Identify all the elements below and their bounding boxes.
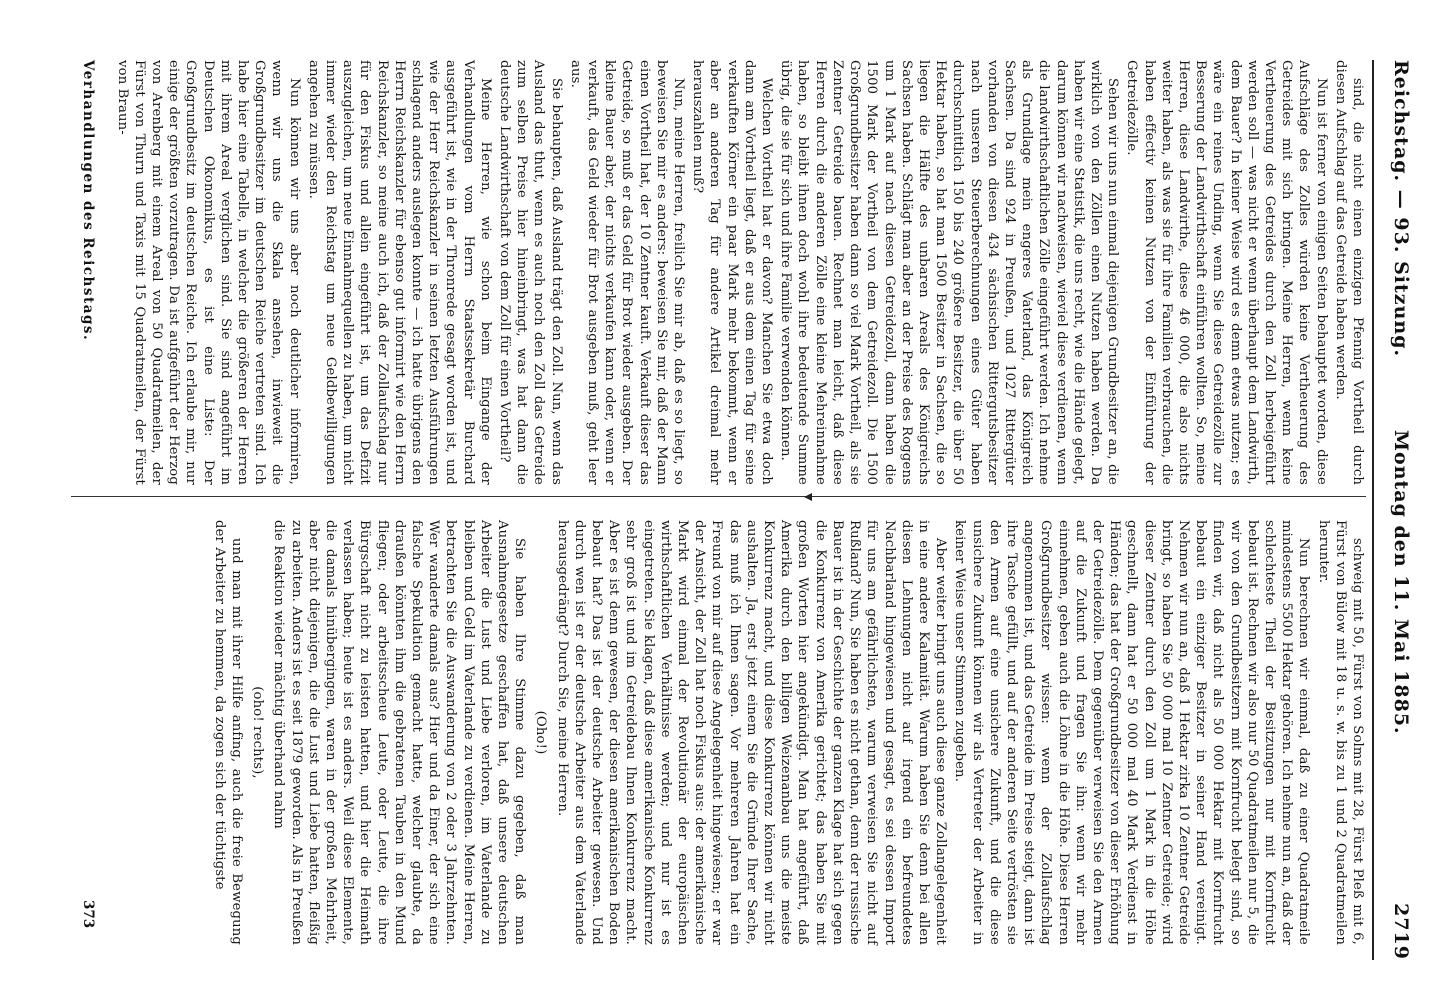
paragraph: Nun, meine Herren, freilich Sie mir ab, daß es so liegt, so beweisen Sie mir es anders: beweisen Sie mir, daß der Mann einen Vortheil hat, der 10 Zentner kauft. Verkauft dieser das Getreide, so muß er das Geld für Brot wieder ausgeben. Der kleine Bauer aber, der nichts verkaufen kann oder, wenn er verkauft, das Geld wieder für Brot ausgeben muß, geht leer aus. xyxy=(567,60,687,485)
paragraph: Aber weiter bringt uns auch diese ganze Zollangelegenheit in eine andere Kalamität. Warum haben Sie denn bei allen diesen Lehnungen nicht auf irgend ein befreundetes Nachbarland hingewiesen und gesagt, es sei dessen Import für uns am gefährlichsten, warum verweisen Sie nicht auf Rußland? Nun, Sie haben es nicht gethan, denn der russische Bauer ist in der Geschichte der ganzen Klage hat sich gegen die Konkurrenz von Amerika gerichtet; das haben Sie mit großen Worten hier angekündigt. Man hat angeführt, daß Amerika durch den billigen Weizenanbau uns die meiste Konkurrenz macht, und diese Konkurrenz können wir nicht aushalten. Ja, erst jetzt einem Sie die Gründe Ihrer Sache, das muß ich Ihnen sagen. Vor mehreren Jahren hat ein Freund von mir auf diese Angelegenheit hingewiesen; er war der Ansicht, der Zoll hat noch Fiskus aus: der amerikanische Markt wird einmal der Revolutionär der europäischen wirthschaftlichen Verhältnisse werden; und nur ist es eingetreten. Sie klagen, daß diese amerikanische Konkurrenz sehr groß ist und im Getreidebau Ihnen Konkurrenz macht. Aber es ist denn gewesen, der diesen amerikanischen Boden bebaut hat? Das ist der deutsche Arbeiter gewesen. Und durch wen ist er der deutsche Arbeiter aus dem Vaterlande herausgedrängt? Durch Sie, meine Herren. xyxy=(554,520,949,945)
header-date: Montag den 11. Mai 1885. xyxy=(1390,430,1412,735)
paragraph: Nun berechnen wir einmal, daß zu einer Quadratmeile mindestens 5500 Hektar gehören. Ich nehme nun an, daß der schlechteste Theil der Besitzungen nur mit Kornfrucht bebaut ist. Rechnen wir also nur 50 Quadratmeilen nur 5, die wir von den Grundbesitzern mit Kornfrucht belegt sind, so finden wir, daß nicht als 50 000 Hektar mit Kornfrucht bebaut ein einziger Besitzer in seiner Hand vereinigt. Nehmen wir nun an, daß 1 Hektar zirka 10 Zentner Getreide bringt, so haben Sie 50 000 mal 10 Zentner Getreide; wird dieser Zentner durch den Zoll um 1 Mark in die Höhe geschnellt, dann hat er 50 000 mal 40 Mark Verdienst in Händen; das hat der Großgrundbesitzer von dieser Erhöhung der Getreidezölle. Dem gegenüber verweisen Sie den Armen auf die Zukunft und fragen Sie ihn: wenn wir mehr einnehmen, geben auch die Löhne in die Höhe. Diese Herren Großgrundbesitzer wissen: wenn der Zollaufschlag angenommen ist, und das Getreide im Preise steigt, dann ist ihre Tasche gefüllt, und auf der anderen Seite vertrösten sie den Armen auf eine unsichere Zukunft, und die diese unsichere Zukunft können wir als Vertreter der Arbeiter in keiner Weise unser Stimmen zugeben. xyxy=(952,520,1312,945)
paragraph: und man mit ihrer Hilfe anfing, auch die freie Bewegung der Arbeiter zu hemmen, da zogen sich der tüchtigste xyxy=(211,520,244,945)
text-column-left xyxy=(111,60,1366,485)
page-header xyxy=(1374,60,1420,960)
column-divider-marker-icon xyxy=(804,493,812,501)
column-divider xyxy=(71,496,1366,497)
paragraph: Nun können wir uns aber noch deutlicher informiren, wenn wir uns die Skala ansehen, inwieweit die Großgrundbesitzer im deutschen Reiche vertreten sind. Ich habe hier eine Tabelle, in welcher die größeren der Herren mit ihrem Areal verglichen sind. Sie sind angeführt im Deutschen Okonomikus, es ist eine Liste: Der Großgrundbesitz im deutschen Reiche. Ich erlaube mir, nur einige der größten vorzutragen. Da ist aufgeführt der Herzog von Arenberg mit einem Areal von 50 Quadratmeilen, der Fürst von Thurn und Taxis mit 15 Quadratmeilen, der Fürst von Braun- xyxy=(114,60,302,485)
paragraph: Nun ist ferner von einigen Seiten behauptet worden, diese Aufschläge des Zolles würden keine Vertheuerung des Getreides mit sich bringen. Meine Herren, wenn keine Vertheuerung des Getreides durch den Zoll herbeigeführt werden soll — was nicht er wenn überhaupt dem Landwirth, dem Bauer? In keiner Weise wird es demn etwas nutzen; es wäre ein reines Unding, wenn Sie diese Getreidezölle zur Besserung der Landwirthschaft einführen wollten. So, meine Herren, diese Landwirthe, diese 46 000, die also nichts weiter haben, als was sie für ihre Familien verbrauchen, die haben effectiv keinen Nutzen von der Einführung der Getreidezölle. xyxy=(1124,60,1329,485)
text-column-right xyxy=(209,520,1366,945)
paragraph: Sie haben Ihre Stimme dazu gegeben, daß man Ausnahmegesetze geschaffen hat, daß unsere deutschen Arbeiter die Lust und Liebe verloren, im Vaterlande zu bleiben und Geld im Vaterlande zu verdienen. Meine Herren, betrachten Sie die Auswanderung von 2 oder 3 Jahrzehnten. Wer wanderte damals aus? Hier und da Einer, der sich eine falsche Spekulation gemacht hatte, welcher glaubte, da draußen könnten ihm die gebratenen Tauben in den Mund fliegen; oder arbeitsscheue Leute, oder Leute, die ihre Bürgschaft nicht zu leisten hatten, und hier die Heimath verlassen haben; heute ist es anders. Weil diese Elemente, die damals hinübergingen, waren in der großen Mehrheit, aber nicht diejenigen, die die Lust und Liebe hatten, fleißig zu arbeiten. Anders ist es seit 1879 geworden. Als in Preußen die Reaktion wieder mächtig überhand nahm xyxy=(271,520,528,945)
paragraph: Welchen Vortheil hat er davon? Manchen Sie etwa doch dann am Vortheil liegt, daß er aus dem einen Tag für seine verkauften Körner ein paar Mark mehr bekommt, wenn er aber an anderen Tag für andere Artikel dreimal mehr herauszahlen muß? xyxy=(690,60,775,485)
header-page-number: 2719 xyxy=(1390,903,1412,960)
paragraph: (oho! rechts), xyxy=(250,686,266,779)
paragraph: schweig mit 50, Fürst von Solms mit 28, Fürst Pleß mit 6, Fürst von Bülow mit 18 u. s. w. bis zu 1 und 2 Quadratmeilen herunter. xyxy=(1315,520,1365,945)
paragraph: Sehen wir uns nun einmal diejenigen Grundbesitzer an, die wirklich von den Zöllen einen Nutzen haben werden. Da haben wir eine Statistik, die uns recht, wie die Hände gelegt, darum können wir nachweisen, wieviel diese verdienen, wenn die landwirthschaftlichen Zölle eingeführt werden. Ich nehme als Grundlage mein engeres Vaterland, das Königreich Sachsen. Da sind 924 in Preußen, und 1027 Rittergüter vorhanden von diesen 434 sächsischen Rittergutsbesitzer nach unseren Steuerberechnungen eines Güter haben durchschnittlich 150 bis 240 größere Besitzer, die über 50 Hektar haben, so hat man 1500 Besitzer in Sachsen, die so liegen die Hälfte des unbaren Areals des Königreichs Sachsen haben. Schlägt man aber an der Preise des Roggens um 1 Mark auf nach diesen Getreidezoll, dann haben die 1500 Mark der Vortheil von dem Getreidezoll. Die 1500 Großgrundbesitzer haben dann so viel Mark Vortheil, als sie Zentner Getreide bauen. Rechnet man leicht, daß diese Herren durch die anderen Zölle eine kleine Mehreinnahme haben, so bleibt ihnen doch wohl ihre bedeutende Summe übrig, die sie für sich und ihre Familie verwenden können. xyxy=(778,60,1121,485)
footer-publication: Verhandlungen des Reichstags. xyxy=(80,60,96,342)
paragraph: sind, die nicht einen einzigen Pfennig Vortheil durch diesen Aufschlag auf das Getreide haben werden. xyxy=(1332,60,1365,485)
header-session: Reichstag. — 93. Sitzung. xyxy=(1390,60,1412,358)
header-rule xyxy=(1372,60,1374,960)
paragraph: Meine Herren, wie schon beim Eingange der Verhandlungen vom Herrn Staatssekretär Burchard ausgeführt ist, wie in der Thronrede gesagt worden ist, und wie der Herr Reichskanzler in seinen letzten Ausführungen schlagend anders auslegen konnte — ich hatte übrigens den Herrn Reichskanzler für ebenso gut informirt wie den Herrn Reichskanzler, so meine auch ich, daß der Zollaufschlag nur für den Fiskus und allein eingeführt ist, um das Defizit auszugleichen, um neue Einnahmequellen zu haben, um nicht immer wieder den Reichstag um neue Geldbewilligungen angehen zu müssen. xyxy=(305,60,493,485)
paragraph: Sie behaupten, daß Ausland trägt den Zoll. Nun, wenn das Ausland das thut, wenn es auch noch den Zoll das Getreide zum selben Preise hier hineinbringt, was hat dann die deutsche Landwirthschaft von dem Zoll für einen Vortheil? xyxy=(497,60,564,485)
paragraph: (Oho!) xyxy=(533,710,549,755)
footer-sheet-number: 373 xyxy=(80,900,96,929)
